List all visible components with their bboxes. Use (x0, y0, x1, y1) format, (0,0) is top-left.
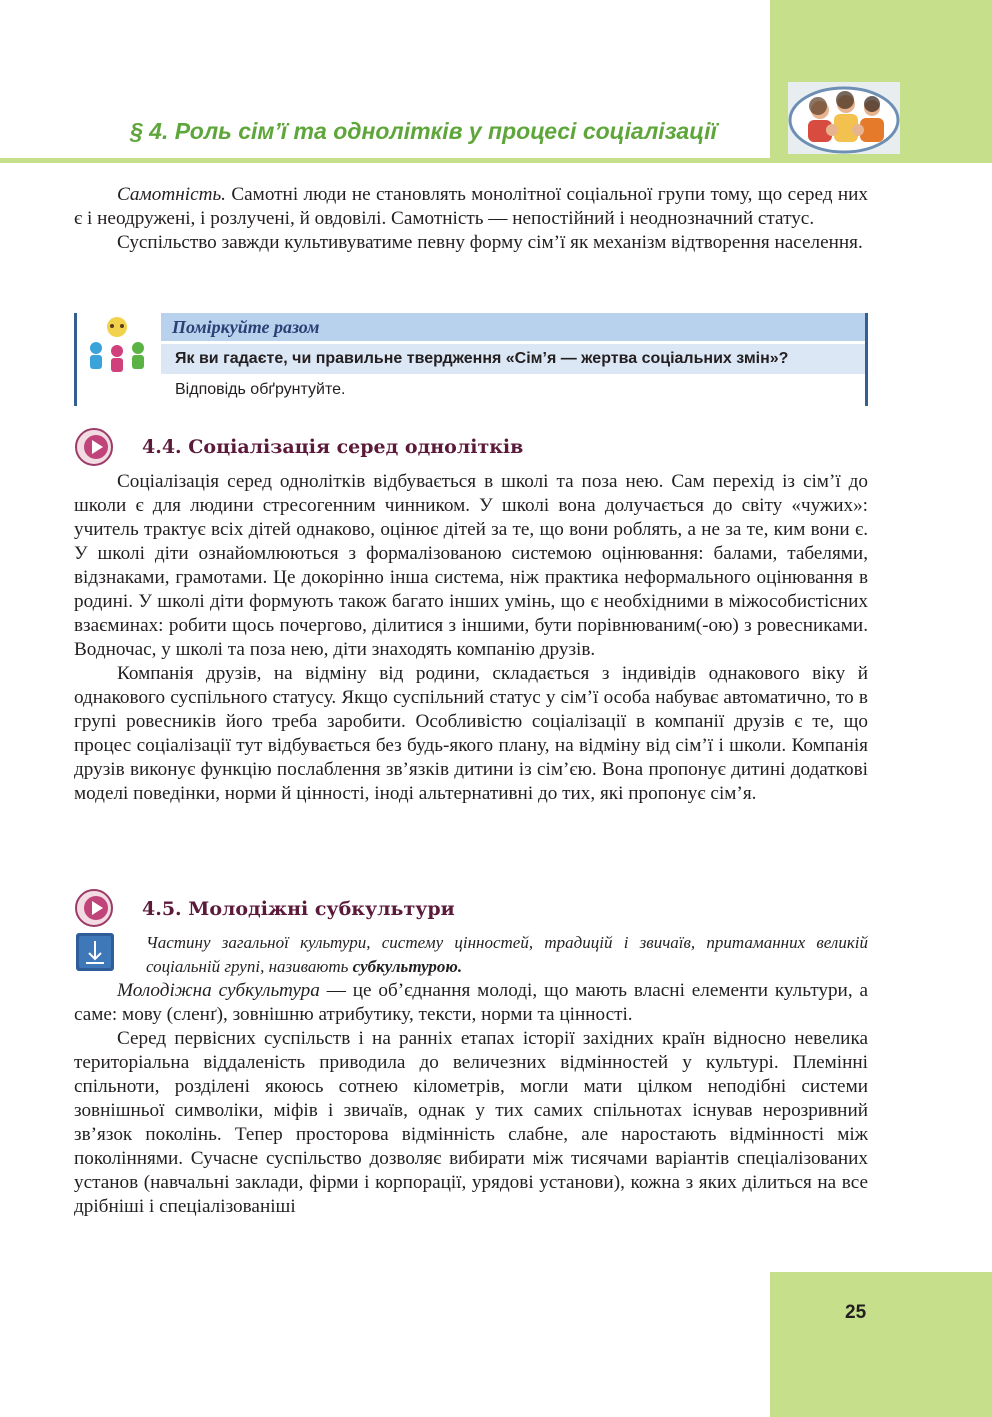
family-photo-icon (788, 82, 900, 154)
term-loneliness: Самотність. (117, 184, 226, 205)
chapter-title: § 4. Роль сім’ї та однолітків у процесі соціалізації (130, 118, 717, 144)
section-4-5-paragraph-2: Серед первісних суспільств і на ранніх етапах історії західних країн відносно невелика територіальна віддаленість приводила до величезних відмінностей у культурі. Племінні спільноти, розділені якоюсь сотнею кілометрів, могли мати цілком неподібні системи зовнішньої символіки, міфів і звичаїв, однак у тих самих спільнотах існував нерозривний зв’язок поколінь. Тепер просторова відмінність слабне, але наростають відмінності між поколіннями. Сучасне суспільство дозволяє вибирати між тисячами варіантів спеціалізованих установ (навчальні заклади, фірми і корпорації, урядові установи), кожна з яких ділиться на все дрібніші і спеціалізованіші (74, 1028, 868, 1217)
definition-icon (76, 933, 114, 971)
header-underline (0, 158, 770, 163)
box-question: Як ви гадаєте, чи правильне твердження «Сім’я — жертва соціальних змін»? (161, 344, 865, 374)
play-icon (74, 427, 114, 467)
term-youth-subculture: Молодіжна субкультура (117, 980, 320, 1001)
box-right-border (865, 313, 868, 406)
definition-term: субкультурою. (352, 957, 463, 976)
section-4-5-text (74, 979, 868, 1219)
play-icon (74, 888, 114, 928)
section-4-4-paragraph-1: Соціалізація серед однолітків відбувається в школі та поза нею. Сам перехід із сім’ї до школи є для людини стресогенним чинником. У школі вона долучається до світу «чужих»: учитель трактує всіх дітей однаково, оцінює дітей за те, що вони роблять, а не за те, ким вони є. У школі діти ознайомлюються з формалізованою системою оцінювання: балами, табелями, відзнаками, грамотами. Це докорінно інша система, ніж практика неформального оцінювання в родині. У школі діти формують також багато інших умінь, що є необхідними в міжособистісних взаєминах: робити щось почергово, ділитися з іншими, бути порівнюваним(-ою) з ровесниками. Водночас, у школі та поза нею, діти знаходять компанію друзів. (74, 471, 868, 660)
intro-paragraph-2: Суспільство завжди культивуватиме певну форму сім’ї як механізм відтворення населення. (117, 232, 863, 253)
intro-text (74, 183, 868, 255)
section-4-5-title: 4.5. Молодіжні субкультури (142, 898, 455, 920)
definition-text: Частину загальної культури, систему цінностей, традицій і звичаїв, притаманних великій соціальній групі, називають (146, 933, 868, 976)
section-4-4-paragraph-2: Компанія друзів, на відміну від родини, складається з індивідів однакового віку й однакового суспільного статусу. Якщо суспільний статус у сім’ї особа набуває автоматично, то в групі ровесників його треба заробити. Особливістю соціалізації в компанії друзів є те, що процес соціалізації тут відбувається без будь-якого плану, на відміну від сім’ї і школи. Компанія друзів виконує функцію послаблення зв’язків дитини із сім’єю. Вона пропонує дитині додаткові моделі поведінки, норми й цінності, іноді альтернативні до тих, які пропонує сім’я. (74, 663, 868, 804)
intro-paragraph-1: Самотні люди не становлять монолітної соціальної групи тому, що серед них є і неодружені, і розлучені, й овдовілі. Самотність — непостійний і неоднозначний статус. (74, 184, 868, 229)
box-answer-prompt: Відповідь обґрунтуйте. (175, 381, 346, 398)
subculture-definition (146, 931, 868, 979)
side-accent-bottom (770, 1272, 992, 1417)
box-left-border (74, 313, 77, 406)
section-4-4-text (74, 470, 868, 806)
page-number: 25 (845, 1302, 867, 1323)
discuss-together-box (74, 313, 868, 406)
group-discussion-icon (84, 315, 150, 377)
section-4-4-title: 4.4. Соціалізація серед однолітків (142, 436, 524, 458)
box-heading: Поміркуйте разом (161, 313, 865, 341)
section-4-5-paragraph-1: — це об’єднання молоді, що мають власні елементи культури, а саме: мову (сленґ), зовнішню атрибутику, тексти, норми та цінності. (74, 980, 868, 1025)
